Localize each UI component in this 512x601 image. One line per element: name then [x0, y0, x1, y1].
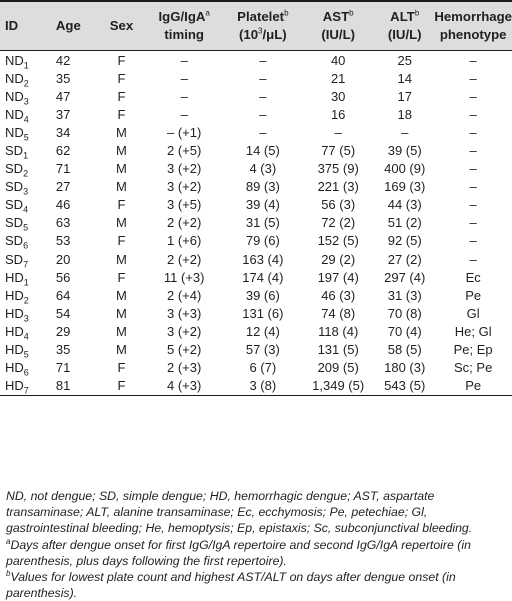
cell-platelet: 174 (4): [242, 269, 284, 285]
cell-sex: M: [116, 161, 127, 177]
cell-hemorrhage: Gl: [466, 305, 480, 321]
cell-sex: M: [116, 305, 127, 321]
cell-platelet: 4 (3): [249, 161, 277, 177]
cell-timing: 4 (+3): [144, 377, 225, 396]
footnote-b: $^b$Values for lowest plate count and highest AST/ALT on days after dengue onset (in parenthesis).: [6, 568, 456, 601]
table-row: [0, 268, 512, 286]
table-row: [0, 69, 512, 87]
cell-ast: 72 (2): [321, 215, 356, 231]
cell-ast: 40: [330, 52, 346, 68]
cell-platelet: 6 (7): [249, 360, 277, 376]
cell-sex: M: [116, 215, 127, 231]
cell-sex: M: [116, 251, 127, 267]
cell-age: 63: [55, 215, 71, 231]
table-row: [0, 51, 512, 69]
cell-age: 35: [55, 70, 71, 86]
cell-id: $SD_1$: [5, 143, 29, 161]
cell-platelet: 31 (5): [245, 215, 280, 231]
cell-ast: 209 (5): [317, 360, 359, 376]
cell-id: $HD_7$: [0, 377, 52, 396]
cell-id: $HD_3$: [5, 305, 29, 324]
cell-alt: 58 (5): [387, 342, 422, 358]
cell-sex: F: [117, 52, 126, 68]
cell-age: 42: [55, 52, 71, 68]
cell-ast: 46 (3): [321, 287, 356, 303]
cell-ast: 375 (9): [317, 161, 359, 177]
cell-id: $HD_1$: [5, 269, 29, 288]
cell-id: $SD_2$: [5, 161, 29, 179]
cell-platelet: 89 (3): [245, 179, 280, 195]
cell-ast: 16: [330, 106, 346, 122]
cell-age: 71: [55, 360, 71, 376]
table-row: [0, 178, 512, 196]
cell-alt: 25: [397, 52, 412, 68]
cell-age: 53: [55, 233, 71, 249]
cell-platelet: –: [259, 52, 267, 68]
cell-age: 64: [55, 287, 71, 303]
col-header-id: ID: [0, 2, 52, 50]
cell-alt: 180 (3): [384, 360, 426, 376]
table-row: [0, 232, 512, 250]
table-row: [0, 250, 512, 268]
cell-ast: 21: [330, 70, 346, 86]
cell-alt: 400 (9): [384, 161, 426, 177]
cell-hemorrhage: Pe: [465, 287, 482, 303]
cell-id: $ND_2$: [5, 70, 29, 89]
cell-timing: –: [180, 88, 188, 104]
cell-hemorrhage: –: [469, 215, 477, 231]
table-row: [0, 286, 512, 304]
cell-ast: 77 (5): [321, 143, 356, 159]
cell-id: $ND_4$: [5, 106, 29, 125]
cell-platelet: –: [259, 106, 267, 122]
cell-id: $HD_5$: [5, 342, 29, 360]
cell-platelet: 39 (6): [245, 287, 280, 303]
cell-timing: 3 (+5): [167, 197, 202, 213]
cell-age: 54: [55, 305, 71, 321]
cell-timing: –: [180, 70, 188, 86]
cell-alt: 70 (8): [387, 305, 422, 321]
cell-ast: 1,349 (5): [301, 377, 375, 396]
cell-timing: 3 (+2): [167, 323, 202, 339]
cell-age: 46: [55, 197, 71, 213]
cell-age: 81: [52, 377, 99, 396]
cell-platelet: –: [259, 88, 267, 104]
cell-sex: M: [116, 124, 127, 140]
cell-sex: F: [99, 377, 144, 396]
cell-age: 20: [55, 251, 71, 267]
cell-sex: M: [116, 143, 127, 159]
cell-platelet: 131 (6): [242, 305, 284, 321]
cell-hemorrhage: –: [469, 161, 477, 177]
cell-sex: F: [117, 88, 126, 104]
cell-platelet: 14 (5): [245, 143, 280, 159]
cell-sex: F: [117, 360, 126, 376]
cell-timing: 11 (+3): [163, 269, 205, 285]
col-header-hemorrhage: Hemorrhage phenotype: [434, 2, 512, 50]
cell-hemorrhage: Ec: [465, 269, 481, 285]
table-row: [0, 377, 512, 396]
cell-id: $SD_5$: [5, 215, 29, 233]
cell-hemorrhage: Pe: [434, 377, 512, 396]
cell-alt: 44 (3): [387, 197, 422, 213]
cell-sex: F: [117, 233, 126, 249]
cell-platelet: 57 (3): [245, 342, 280, 358]
cell-sex: M: [116, 323, 127, 339]
cell-sex: F: [117, 106, 126, 122]
cell-ast: 131 (5): [317, 342, 359, 358]
cell-platelet: –: [259, 124, 267, 140]
table-row: [0, 359, 512, 377]
cell-timing: 3 (+2): [167, 179, 202, 195]
cell-platelet: 12 (4): [245, 323, 280, 339]
cell-alt: 39 (5): [387, 143, 422, 159]
table-body: [0, 51, 512, 395]
cell-alt: 169 (3): [384, 179, 426, 195]
cell-platelet: –: [259, 70, 267, 86]
cell-hemorrhage: –: [469, 179, 477, 195]
cell-age: 29: [55, 323, 71, 339]
cell-ast: 74 (8): [321, 305, 356, 321]
cell-sex: F: [117, 197, 126, 213]
cell-ast: 30: [330, 88, 346, 104]
cell-timing: 2 (+4): [167, 287, 202, 303]
cell-id: $HD_4$: [5, 323, 29, 342]
table-row: [0, 141, 512, 159]
cell-ast: 197 (4): [317, 269, 359, 285]
cell-id: $HD_2$: [5, 287, 29, 306]
cell-platelet: 3 (8): [224, 377, 301, 396]
col-header-timing: IgG/IgA$^a$ timing: [144, 2, 225, 50]
table-row: [0, 196, 512, 214]
cell-alt: 17: [397, 88, 412, 104]
cell-hemorrhage: –: [469, 124, 477, 140]
cell-hemorrhage: –: [469, 143, 477, 159]
cell-hemorrhage: Pe; Ep: [453, 342, 493, 358]
cell-hemorrhage: –: [469, 106, 477, 122]
cell-timing: –: [180, 52, 188, 68]
table-row: [0, 341, 512, 359]
cell-ast: –: [334, 124, 342, 140]
cell-timing: 2 (+2): [167, 215, 202, 231]
cell-sex: F: [117, 70, 126, 86]
cell-alt: 51 (2): [387, 215, 422, 231]
cell-id: $ND_5$: [5, 124, 29, 143]
cell-id: $HD_6$: [5, 360, 29, 378]
cell-timing: 1 (+6): [167, 233, 202, 249]
abbreviations-note: ND, not dengue; SD, simple dengue; HD, hemorrhagic dengue; AST, aspartate transaminase; ALT, alanine transaminase; Ec, ecchymosis; Pe, petechiae; Gl, gastrointestinal bleeding; He, hemoptysis; Ep, epistaxis; Sc, subconjunctival bleeding.: [6, 489, 473, 536]
cell-alt: 18: [397, 106, 412, 122]
cell-hemorrhage: –: [469, 251, 477, 267]
cell-id: $SD_4$: [5, 197, 29, 215]
col-header-age: Age: [52, 2, 99, 50]
cell-timing: 2 (+5): [167, 143, 202, 159]
cell-id: $SD_3$: [5, 179, 29, 197]
cell-age: 71: [55, 161, 71, 177]
cell-alt: 70 (4): [387, 323, 422, 339]
cell-timing: 3 (+3): [167, 305, 202, 321]
cell-alt: 297 (4): [384, 269, 426, 285]
cell-age: 27: [55, 179, 71, 195]
cell-hemorrhage: –: [469, 197, 477, 213]
cell-timing: 5 (+2): [167, 342, 202, 358]
cell-hemorrhage: –: [469, 233, 477, 249]
cell-hemorrhage: He; Gl: [454, 323, 492, 339]
cell-timing: –: [180, 106, 188, 122]
cell-platelet: 39 (4): [245, 197, 280, 213]
cell-age: 37: [55, 106, 71, 122]
table-row: [0, 105, 512, 123]
cell-sex: F: [117, 269, 126, 285]
table-row: [0, 214, 512, 232]
cell-ast: 29 (2): [321, 251, 356, 267]
cell-sex: M: [116, 342, 127, 358]
cell-id: $SD_7$: [5, 251, 29, 270]
footnote-a: $^a$Days after dengue onset for first IgG/IgA repertoire and second IgG/IgA repertoire (in parenthesis, plus days following the first repertoire).: [6, 536, 471, 568]
cell-id: $SD_6$: [5, 233, 29, 252]
cell-timing: 3 (+2): [167, 161, 202, 177]
cell-platelet: 163 (4): [242, 251, 284, 267]
cell-alt: 14: [397, 70, 412, 86]
cell-ast: 152 (5): [317, 233, 359, 249]
cell-alt: 31 (3): [387, 287, 422, 303]
cell-sex: M: [116, 179, 127, 195]
cell-id: $ND_3$: [5, 88, 29, 107]
cell-ast: 118 (4): [318, 323, 359, 339]
cell-age: 62: [55, 143, 71, 159]
cell-hemorrhage: –: [469, 70, 477, 86]
table-notes: [6, 488, 506, 601]
cell-alt: 543 (5): [375, 377, 434, 396]
table-row: [0, 322, 512, 340]
cell-age: 34: [55, 124, 71, 140]
table-row: [0, 160, 512, 178]
cell-platelet: 79 (6): [245, 233, 280, 249]
cell-ast: 221 (3): [317, 179, 359, 195]
cell-hemorrhage: Sc; Pe: [454, 360, 493, 376]
cell-age: 56: [55, 269, 71, 285]
col-header-platelet: Platelet$^b$ $(10^3/\mu L)$: [224, 2, 301, 50]
cell-timing: – (+1): [167, 124, 202, 140]
col-header-ast: AST$^b$ (IU/L): [301, 2, 375, 50]
col-header-sex: Sex: [99, 2, 144, 50]
cell-alt: 27 (2): [387, 251, 422, 267]
cell-alt: –: [401, 124, 409, 140]
cell-ast: 56 (3): [321, 197, 356, 213]
cell-timing: 2 (+2): [167, 251, 202, 267]
header-row: [0, 2, 512, 50]
cell-age: 35: [55, 342, 71, 358]
cell-timing: 2 (+3): [167, 360, 202, 376]
cell-hemorrhage: –: [469, 88, 477, 104]
table-row: [0, 304, 512, 322]
cell-id: $ND_1$: [5, 52, 29, 71]
cell-alt: 92 (5): [387, 233, 422, 249]
cell-sex: M: [116, 287, 127, 303]
table-row: [0, 123, 512, 141]
col-header-alt: ALT$^b$ (IU/L): [375, 2, 434, 50]
cell-age: 47: [55, 88, 71, 104]
table-row: [0, 87, 512, 105]
cell-hemorrhage: –: [469, 52, 477, 68]
